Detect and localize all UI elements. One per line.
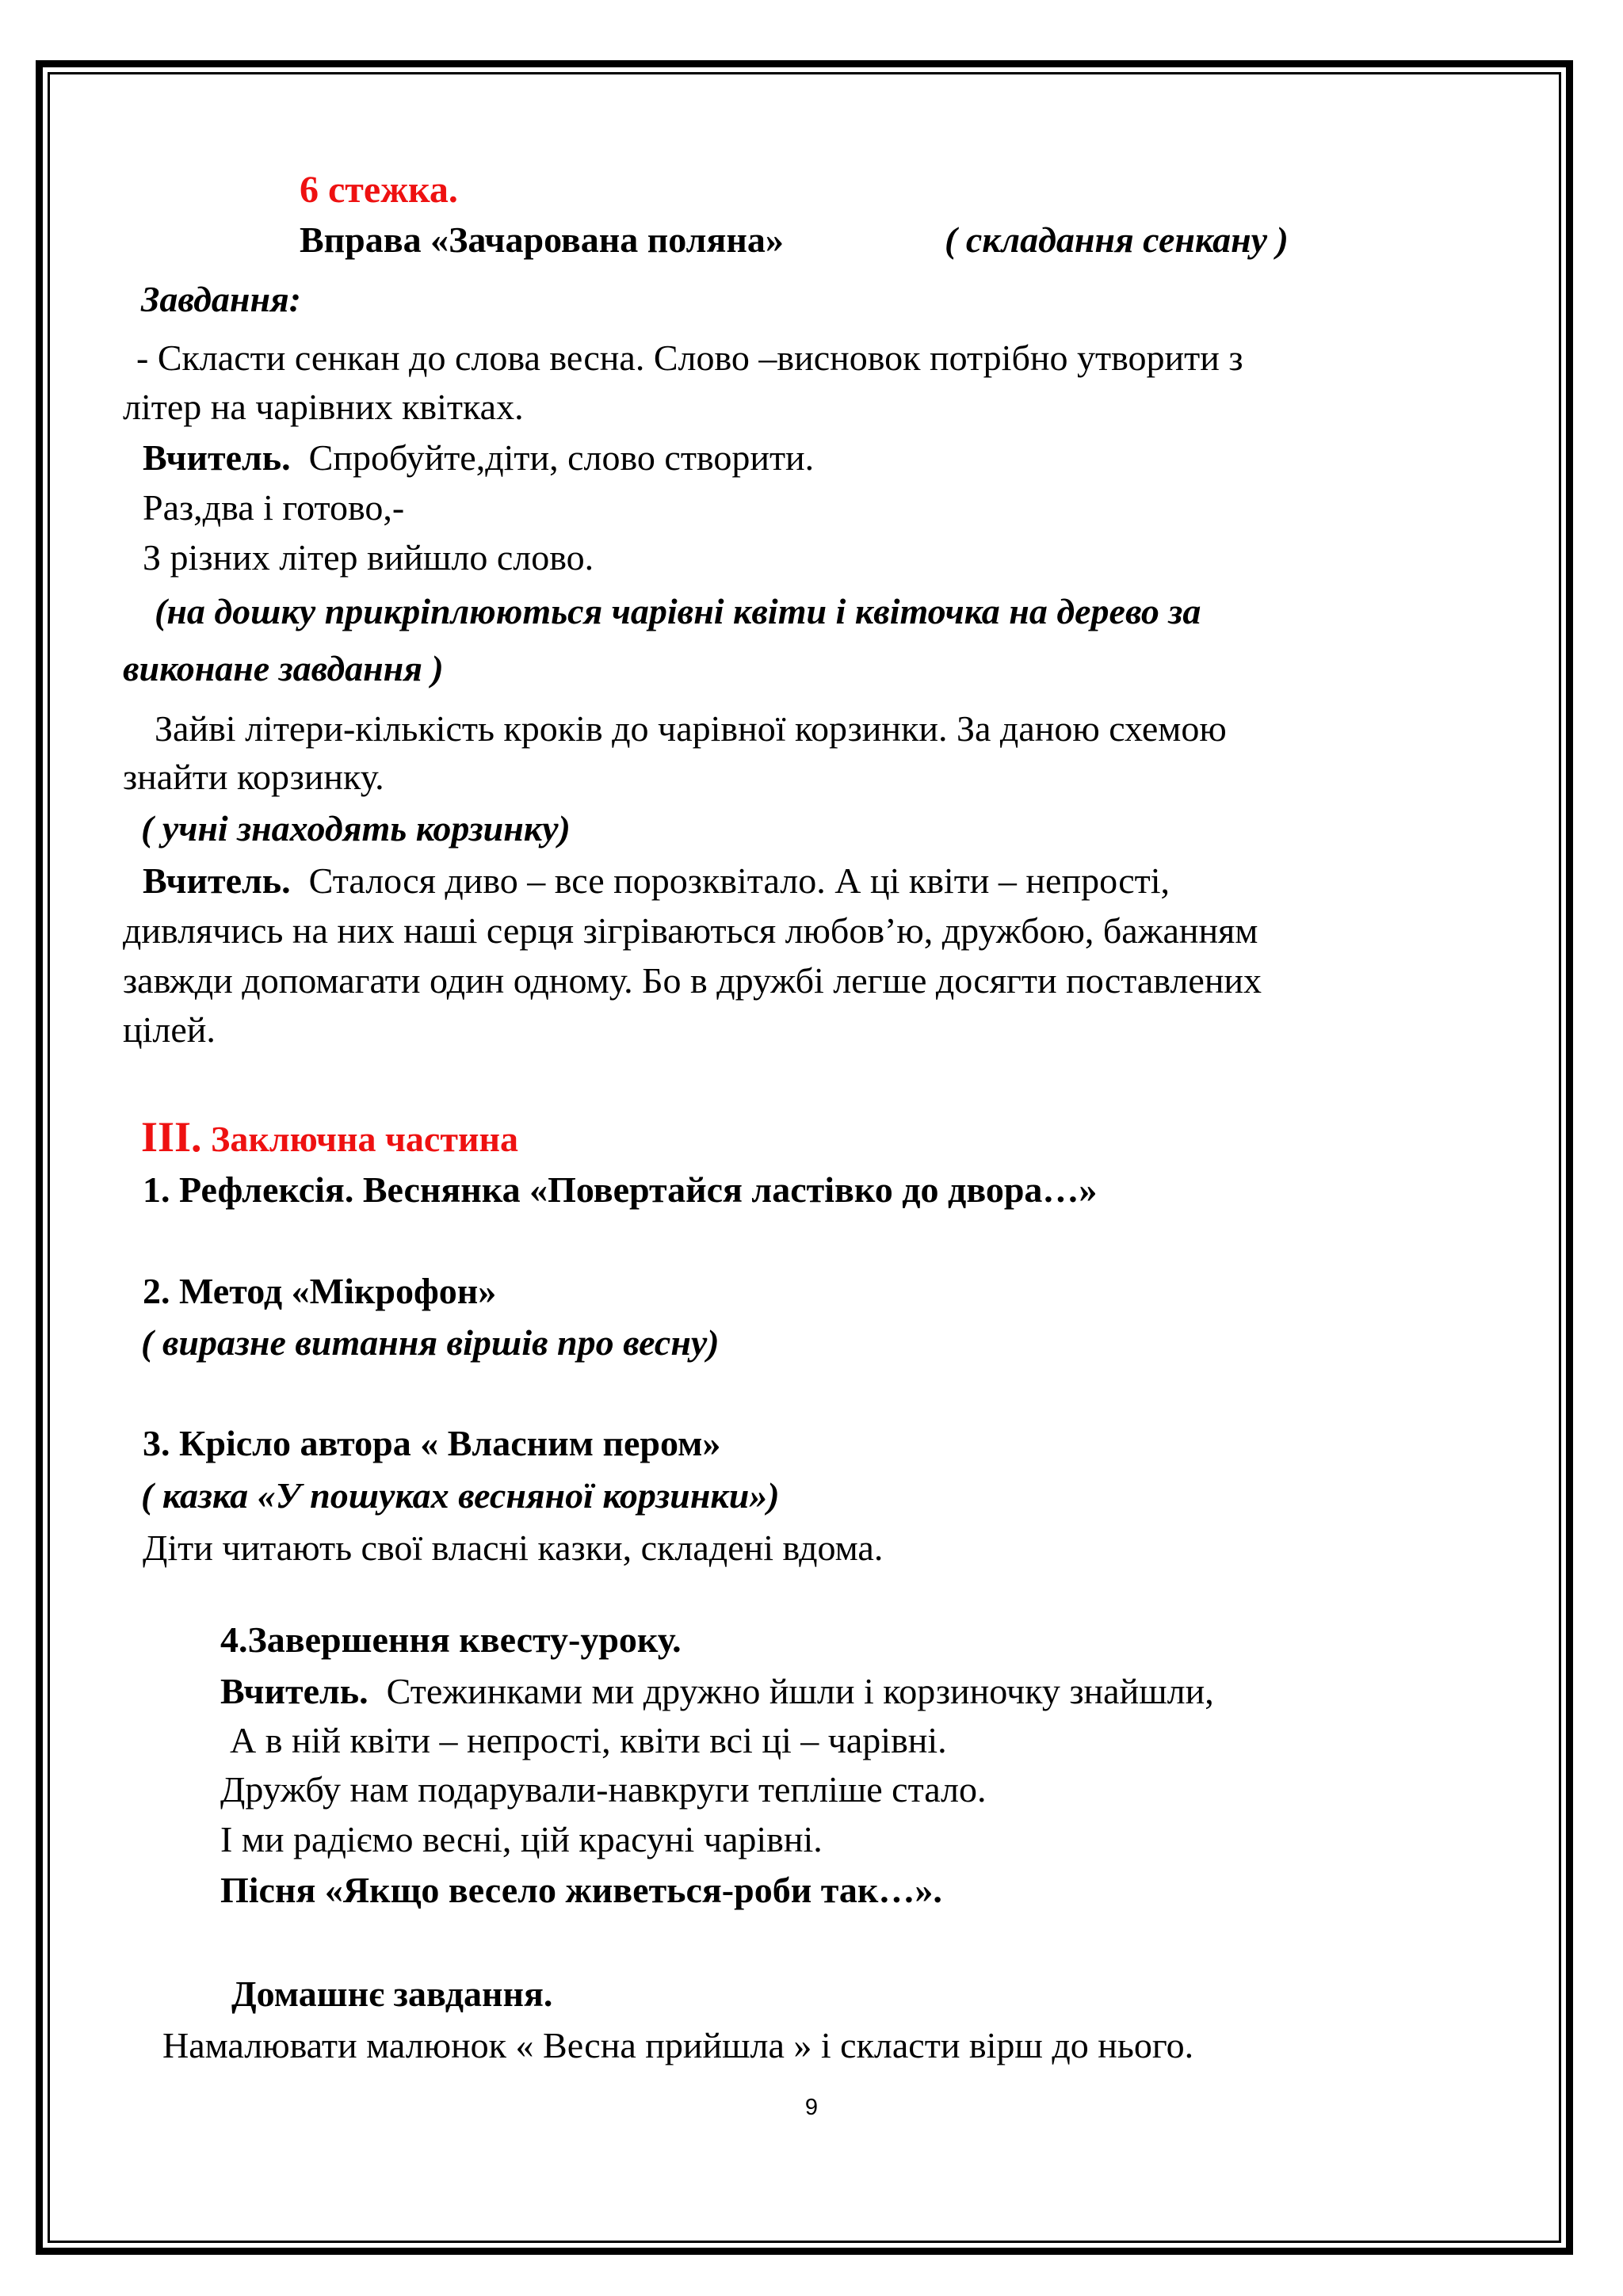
item-3: 3. Крісло автора « Власним пером» — [143, 1423, 721, 1463]
item-4-line-3: Дружбу нам подарували-навкруги тепліше стало. — [220, 1769, 987, 1810]
item-4-line-4: І ми радіємо весні, цій красуні чарівні. — [220, 1819, 823, 1859]
page-number: 9 — [804, 2095, 819, 2120]
part3-title: Заключна частина — [211, 1119, 518, 1159]
teacher2-label: Вчитель. — [143, 860, 291, 901]
teacher2-line-4: цілей. — [123, 1009, 216, 1050]
teacher-text: Спробуйте,діти, слово створити. — [308, 437, 815, 478]
note-line-2: виконане завдання ) — [123, 648, 444, 688]
item-4: 4.Завершення квесту-уроку. — [220, 1619, 682, 1660]
item-4-teacher-line — [220, 1668, 1214, 1715]
note-line-1: (на дошку прикріплюються чарівні квіти і квіточка на дерево за — [155, 591, 1201, 631]
teacher2-line-3: завжди допомагати один одному. Бо в дружбі легше досягти поставлених — [123, 960, 1262, 1001]
teacher-label: Вчитель. — [143, 437, 291, 478]
teacher-line — [143, 434, 814, 482]
item-1: 1. Рефлексія. Веснянка «Повертайся ластівко до двора…» — [143, 1169, 1098, 1210]
task-line-2: літер на чарівних квітках. — [123, 387, 524, 427]
item-3-text: Діти читають свої власні казки, складені вдома. — [143, 1527, 884, 1568]
item-4-line-1: Стежинками ми дружно йшли і корзиночку знайшли, — [386, 1671, 1214, 1711]
note-line-3: ( учні знаходять корзинку) — [141, 808, 571, 849]
homework-title: Домашнє завдання. — [231, 1974, 553, 2014]
teacher2-text-1: Сталося диво – все порозквітало. А ці квіти – непрості, — [308, 860, 1170, 901]
extra-line-1: Зайві літери-кількість кроків до чарівної корзинки. За даною схемою — [155, 708, 1227, 749]
task-label: Завдання: — [141, 279, 301, 319]
part3-roman: ІІІ. — [141, 1113, 202, 1161]
extra-line-2: знайти корзинку. — [123, 757, 384, 797]
song-line: Пісня «Якщо весело живеться-роби так…». — [220, 1870, 942, 1910]
item-2: 2. Метод «Мікрофон» — [143, 1271, 497, 1311]
item-4-teacher-label: Вчитель. — [220, 1671, 369, 1711]
teacher2-line-1 — [143, 857, 1170, 905]
part3-heading — [141, 1113, 518, 1163]
exercise-title: Вправа «Зачарована поляна» — [300, 219, 784, 260]
exercise-note: ( складання сенкану ) — [945, 219, 1289, 260]
item-2-note: ( виразне витання віршів про весну) — [141, 1322, 720, 1363]
item-3-note: ( казка «У пошуках весняної корзинки») — [141, 1475, 780, 1516]
rhyme-line-3: З різних літер вийшло слово. — [143, 537, 594, 578]
item-4-line-2: А в ній квіти – непрості, квіти всі ці – чарівні. — [230, 1720, 947, 1760]
teacher2-line-2: дивлячись на них наші серця зігріваються любов’ю, дружбою, бажанням — [123, 910, 1258, 951]
rhyme-line-2: Раз,два і готово,- — [143, 487, 405, 528]
homework-text: Намалювати малюнок « Весна прийшла » і скласти вірш до нього. — [162, 2025, 1194, 2065]
path-heading: 6 стежка. — [300, 169, 458, 211]
task-line-1: - Скласти сенкан до слова весна. Слово –висновок потрібно утворити з — [136, 338, 1243, 378]
